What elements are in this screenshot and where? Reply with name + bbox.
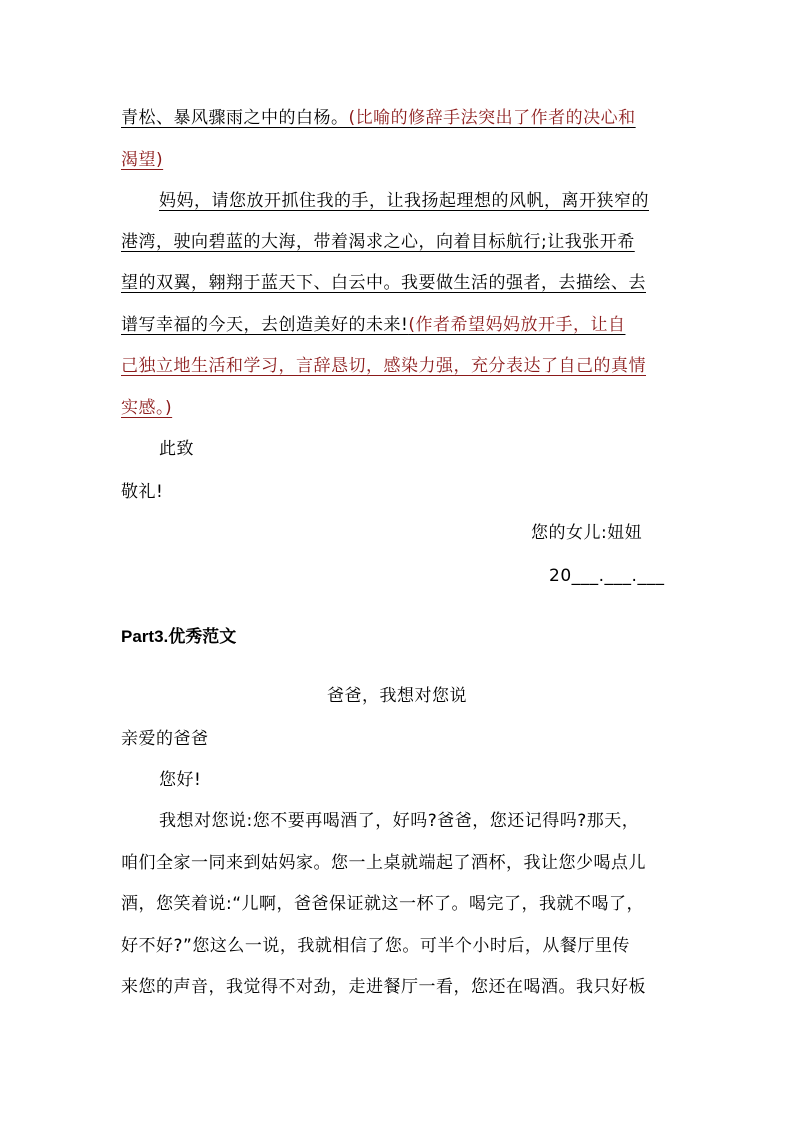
salutation: 亲爱的爸爸 (121, 729, 209, 749)
paragraph-line: 望的双翼，翱翔于蓝天下、白云中。我要做生活的强者，去描绘、去 (121, 273, 646, 293)
date-line: 20___.___.___ (549, 566, 665, 586)
essay-body-line: 咱们全家一同来到姑妈家。您一上桌就端起了酒杯，我让您少喝点儿 (121, 853, 646, 873)
annotation-line: 渴望) (121, 150, 164, 170)
paragraph-line (121, 314, 625, 336)
body-text: 青松、暴风骤雨之中的白杨。 (121, 108, 349, 128)
signature: 您的女儿:妞妞 (531, 523, 643, 543)
greeting: 您好! (159, 770, 202, 790)
essay-body-line: 酒，您笑着说:“儿啊，爸爸保证就这一杯了。喝完了，我就不喝了， (121, 894, 645, 914)
essay-body-line: 我想对您说:您不要再喝酒了，好吗?爸爸，您还记得吗?那天， (159, 811, 640, 831)
annotation-line: 己独立地生活和学习，言辞恳切，感染力强，充分表达了自己的真情 (121, 356, 646, 376)
annotation-text: (比喻的修辞手法突出了作者的决心和 (348, 108, 636, 128)
section-heading: Part3.优秀范文 (121, 627, 237, 646)
paragraph-line: 港湾，驶向碧蓝的大海，带着渴求之心，向着目标航行;让我张开希 (121, 232, 635, 252)
paragraph-line: 妈妈，请您放开抓住我的手，让我扬起理想的风帆，离开狭窄的 (159, 191, 649, 211)
essay-body-line: 好不好?”您这么一说，我就相信了您。可半个小时后，从餐厅里传 (121, 936, 630, 956)
annotation-text: (作者希望妈妈放开手，让自 (408, 315, 626, 335)
body-text: 谱写幸福的今天，去创造美好的未来! (121, 315, 409, 335)
closing-jingli: 敬礼! (121, 482, 164, 502)
paragraph-line (121, 107, 636, 129)
annotation-line: 实感。) (121, 398, 173, 418)
closing-cizhi: 此致 (159, 439, 194, 459)
essay-title: 爸爸，我想对您说 (327, 686, 467, 706)
essay-body-line: 来您的声音，我觉得不对劲，走进餐厅一看，您还在喝酒。我只好板 (121, 977, 646, 997)
